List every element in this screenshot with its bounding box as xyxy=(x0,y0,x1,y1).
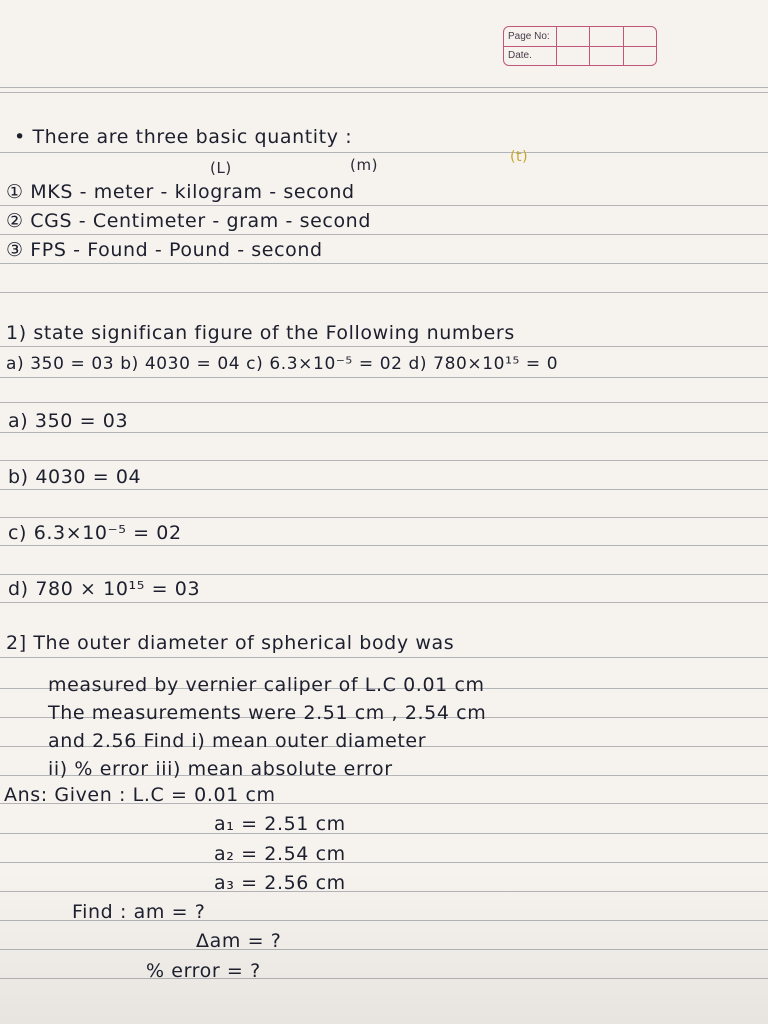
q2-line5: ii) % error iii) mean absolute error xyxy=(48,758,393,780)
q2-line3: The measurements were 2.51 cm , 2.54 cm xyxy=(48,702,487,724)
unit-annotation-l: (L) xyxy=(210,159,232,177)
ruled-line xyxy=(0,949,768,950)
ruled-line xyxy=(0,460,768,461)
ruled-line xyxy=(0,205,768,206)
unit-annotation-t: (t) xyxy=(510,149,529,165)
page-no-label: Page No: xyxy=(508,31,550,42)
a2-value: a₂ = 2.54 cm xyxy=(214,843,346,865)
find-percent-error: % error = ? xyxy=(146,960,261,982)
date-row xyxy=(504,46,656,65)
fps-line: ③ FPS - Found - Pound - second xyxy=(6,239,323,261)
q2-line4: and 2.56 Find i) mean outer diameter xyxy=(48,730,427,752)
basic-quantity-heading: • There are three basic quantity : xyxy=(14,126,353,148)
ruled-line xyxy=(0,377,768,378)
ruled-line xyxy=(0,152,768,153)
ruled-line xyxy=(0,891,768,892)
page-date-box xyxy=(503,26,657,66)
a3-value: a₃ = 2.56 cm xyxy=(214,872,346,894)
ruled-line xyxy=(0,87,768,88)
answer-d: d) 780 × 10¹⁵ = 03 xyxy=(8,578,201,600)
page-no-row xyxy=(504,27,656,47)
a1-value: a₁ = 2.51 cm xyxy=(214,813,346,835)
answer-a: a) 350 = 03 xyxy=(8,410,129,432)
ruled-line xyxy=(0,517,768,518)
mks-line: ① MKS - meter - kilogram - second xyxy=(6,181,355,203)
date-label: Date. xyxy=(508,50,532,61)
ruled-line xyxy=(0,657,768,658)
q2-line1: 2] The outer diameter of spherical body was xyxy=(6,632,455,654)
ruled-line xyxy=(0,545,768,546)
ruled-line xyxy=(0,833,768,834)
ruled-line xyxy=(0,574,768,575)
q2-line2: measured by vernier caliper of L.C 0.01 cm xyxy=(48,674,485,696)
ruled-line xyxy=(0,92,768,93)
unit-annotation-m: (m) xyxy=(350,156,379,174)
cgs-line: ② CGS - Centimeter - gram - second xyxy=(6,210,371,232)
ruled-line xyxy=(0,292,768,293)
ruled-line xyxy=(0,602,768,603)
ruled-line xyxy=(0,432,768,433)
ruled-line xyxy=(0,862,768,863)
q1-answers-row: a) 350 = 03 b) 4030 = 04 c) 6.3×10⁻⁵ = 02 d) 780×10¹⁵ = 0 xyxy=(6,354,559,374)
ruled-line xyxy=(0,263,768,264)
ans-given: Ans: Given : L.C = 0.01 cm xyxy=(4,784,276,806)
ruled-line xyxy=(0,489,768,490)
ruled-line xyxy=(0,978,768,979)
ruled-line xyxy=(0,346,768,347)
ruled-line xyxy=(0,234,768,235)
ruled-line xyxy=(0,402,768,403)
q1-heading: 1) state significan figure of the Following numbers xyxy=(6,322,515,344)
answer-c: c) 6.3×10⁻⁵ = 02 xyxy=(8,522,182,544)
find-delta-am: Δam = ? xyxy=(196,930,282,952)
find-am: Find : am = ? xyxy=(72,901,206,923)
answer-b: b) 4030 = 04 xyxy=(8,466,142,488)
bleed-through-shadow xyxy=(560,118,730,148)
